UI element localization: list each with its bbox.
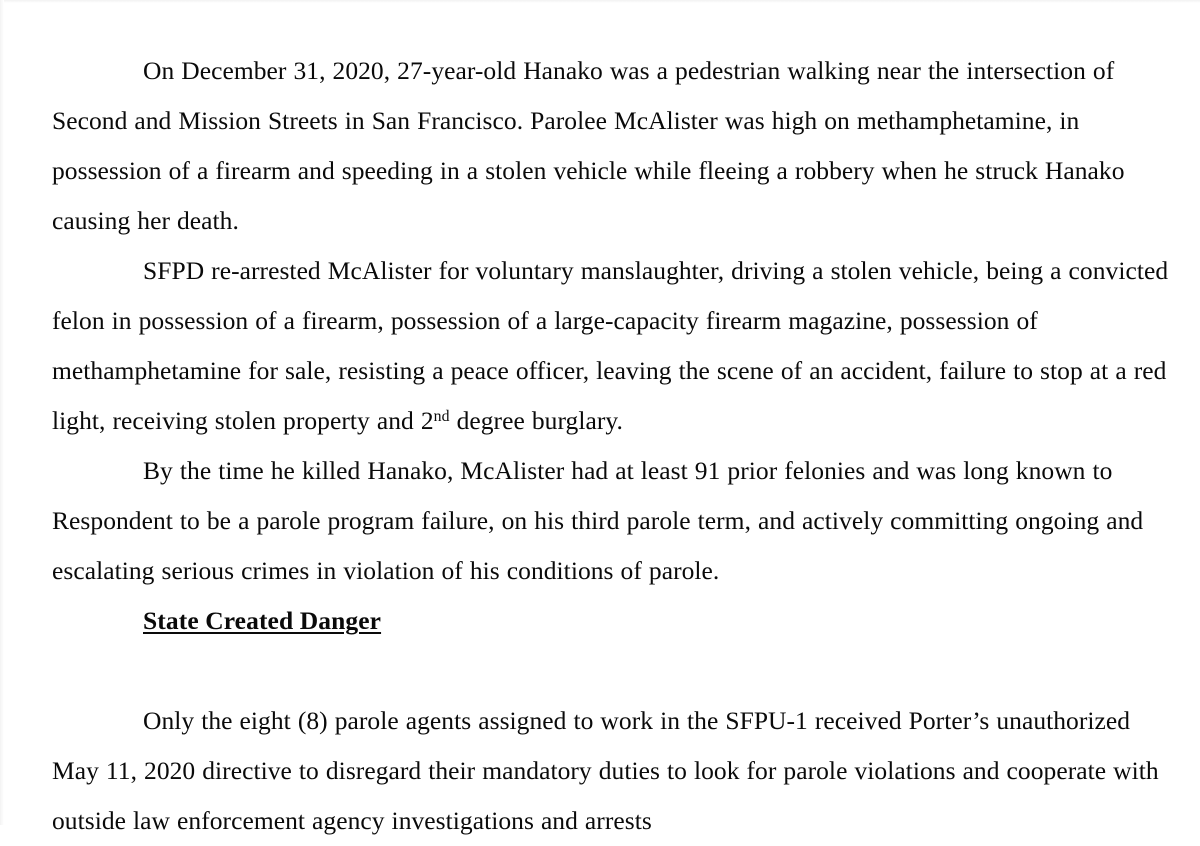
paragraph-sfpd-rearrest-text-after-ordinal: degree burglary. bbox=[449, 406, 623, 435]
paragraph-spacer bbox=[52, 646, 1182, 696]
paragraph-hanako-incident: On December 31, 2020, 27-year-old Hanako was a pedestrian walking near the intersection of Second and Mission Streets in San Francisco. Parolee McAlister was high on methamphetamine, in possession of a firearm and speeding in a stolen vehicle while fleeing a robbery when he struck Hanako causing her death. bbox=[52, 56, 1125, 235]
paragraph-sfpd-rearrest-text-before-ordinal: SFPD re-arrested McAlister for voluntary manslaughter, driving a stolen vehicle, being a convicted felon in possession of a firearm, possession of a large-capacity firearm magazine, possession of methamphetamine for sale, resisting a peace officer, leaving the scene of an accident, failure to stop at a red light, receiving stolen property and 2 bbox=[52, 256, 1169, 435]
ordinal-suffix-nd: nd bbox=[433, 407, 450, 425]
paragraph-prior-felonies: By the time he killed Hanako, McAlister had at least 91 prior felonies and was long known to Respondent to be a parole program failure, on his third parole term, and actively committing ongoing and escalating serious crimes in violation of his conditions of parole. bbox=[52, 456, 1144, 585]
section-heading-state-created-danger bbox=[52, 596, 1182, 646]
paragraph-sfpd-rearrest bbox=[52, 246, 1182, 446]
paragraph-sfpu1-directive: Only the eight (8) parole agents assigned to work in the SFPU-1 received Porter’s unauthorized May 11, 2020 directive to disregard their mandatory duties to look for parole violations and cooperate with outside law enforcement agency investigations and arrests bbox=[52, 706, 1159, 835]
section-heading-label: State Created Danger bbox=[143, 606, 382, 635]
document-text-body bbox=[52, 46, 1182, 846]
